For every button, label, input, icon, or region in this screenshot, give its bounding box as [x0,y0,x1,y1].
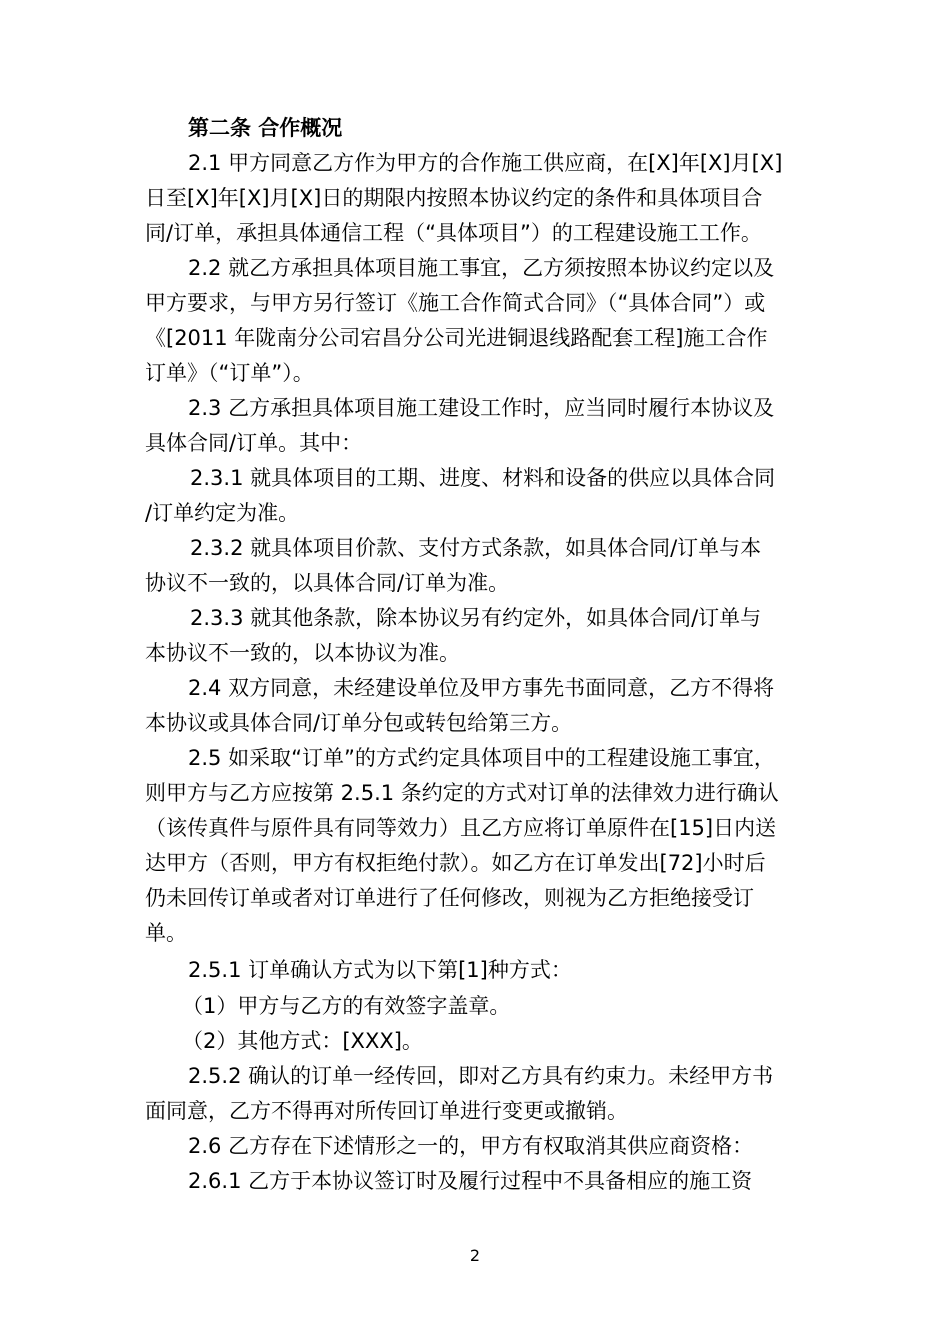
paragraph-line: 2.6.1 乙方于本协议签订时及履行过程中不具备相应的施工资 [188,1169,753,1193]
paragraph-line: /订单约定为准。 [145,501,300,525]
page-number: 2 [469,1246,481,1265]
paragraph-line: 2.3.2 就具体项目价款、支付方式条款，如具体合同/订单与本 [190,536,762,560]
paragraph-line: （该传真件与原件具有同等效力）且乙方应将订单原件在[15]日内送 [145,816,777,840]
paragraph-line: 日至[X]年[X]月[X]日的期限内按照本协议约定的条件和具体项目合 [145,186,763,210]
paragraph-line: 单。 [145,921,187,945]
paragraph-line: （2）其他方式：[XXX]。 [182,1029,423,1053]
section-title: 第二条 合作概况 [188,116,343,140]
paragraph-line: 则甲方与乙方应按第 2.5.1 条约定的方式对订单的法律效力进行确认 [145,781,779,805]
paragraph-line: 达甲方（否则，甲方有权拒绝付款）。如乙方在订单发出[72]小时后 [145,851,766,875]
paragraph-line: 2.5 如采取“订单”的方式约定具体项目中的工程建设施工事宜， [188,746,775,770]
paragraph-line: 2.2 就乙方承担具体项目施工事宜，乙方须按照本协议约定以及 [188,256,775,280]
paragraph-line: 2.5.2 确认的订单一经传回，即对乙方具有约束力。未经甲方书 [188,1064,774,1088]
paragraph-line: 甲方要求，与甲方另行签订《施工合作简式合同》（“具体合同”）或 [145,291,766,315]
paragraph-line: （1）甲方与乙方的有效签字盖章。 [182,994,511,1018]
paragraph-line: 2.1 甲方同意乙方作为甲方的合作施工供应商，在[X]年[X]月[X] [188,151,783,175]
paragraph-line: 面同意，乙方不得再对所传回订单进行变更或撤销。 [145,1099,628,1123]
paragraph-line: 具体合同/订单。其中： [145,431,363,455]
paragraph-line: 《[2011 年陇南分公司宕昌分公司光进铜退线路配套工程]施工合作 [145,326,768,350]
paragraph-line: 仍未回传订单或者对订单进行了任何修改，则视为乙方拒绝接受订 [145,886,754,910]
paragraph-line: 本协议不一致的，以本协议为准。 [145,641,460,665]
paragraph-line: 2.3.3 就其他条款，除本协议另有约定外，如具体合同/订单与 [190,606,762,630]
paragraph-line: 2.3.1 就具体项目的工期、进度、材料和设备的供应以具体合同 [190,466,776,490]
paragraph-line: 协议不一致的，以具体合同/订单为准。 [145,571,510,595]
paragraph-line: 2.4 双方同意，未经建设单位及甲方事先书面同意，乙方不得将 [188,676,775,700]
paragraph-line: 订单》（“订单”）。 [145,361,314,385]
paragraph-line: 2.6 乙方存在下述情形之一的，甲方有权取消其供应商资格： [188,1134,754,1158]
paragraph-line: 本协议或具体合同/订单分包或转包给第三方。 [145,711,573,735]
paragraph-line: 2.5.1 订单确认方式为以下第[1]种方式： [188,958,572,982]
paragraph-line: 2.3 乙方承担具体项目施工建设工作时，应当同时履行本协议及 [188,396,775,420]
paragraph-line: 同/订单，承担具体通信工程（“具体项目”）的工程建设施工工作。 [145,221,762,245]
